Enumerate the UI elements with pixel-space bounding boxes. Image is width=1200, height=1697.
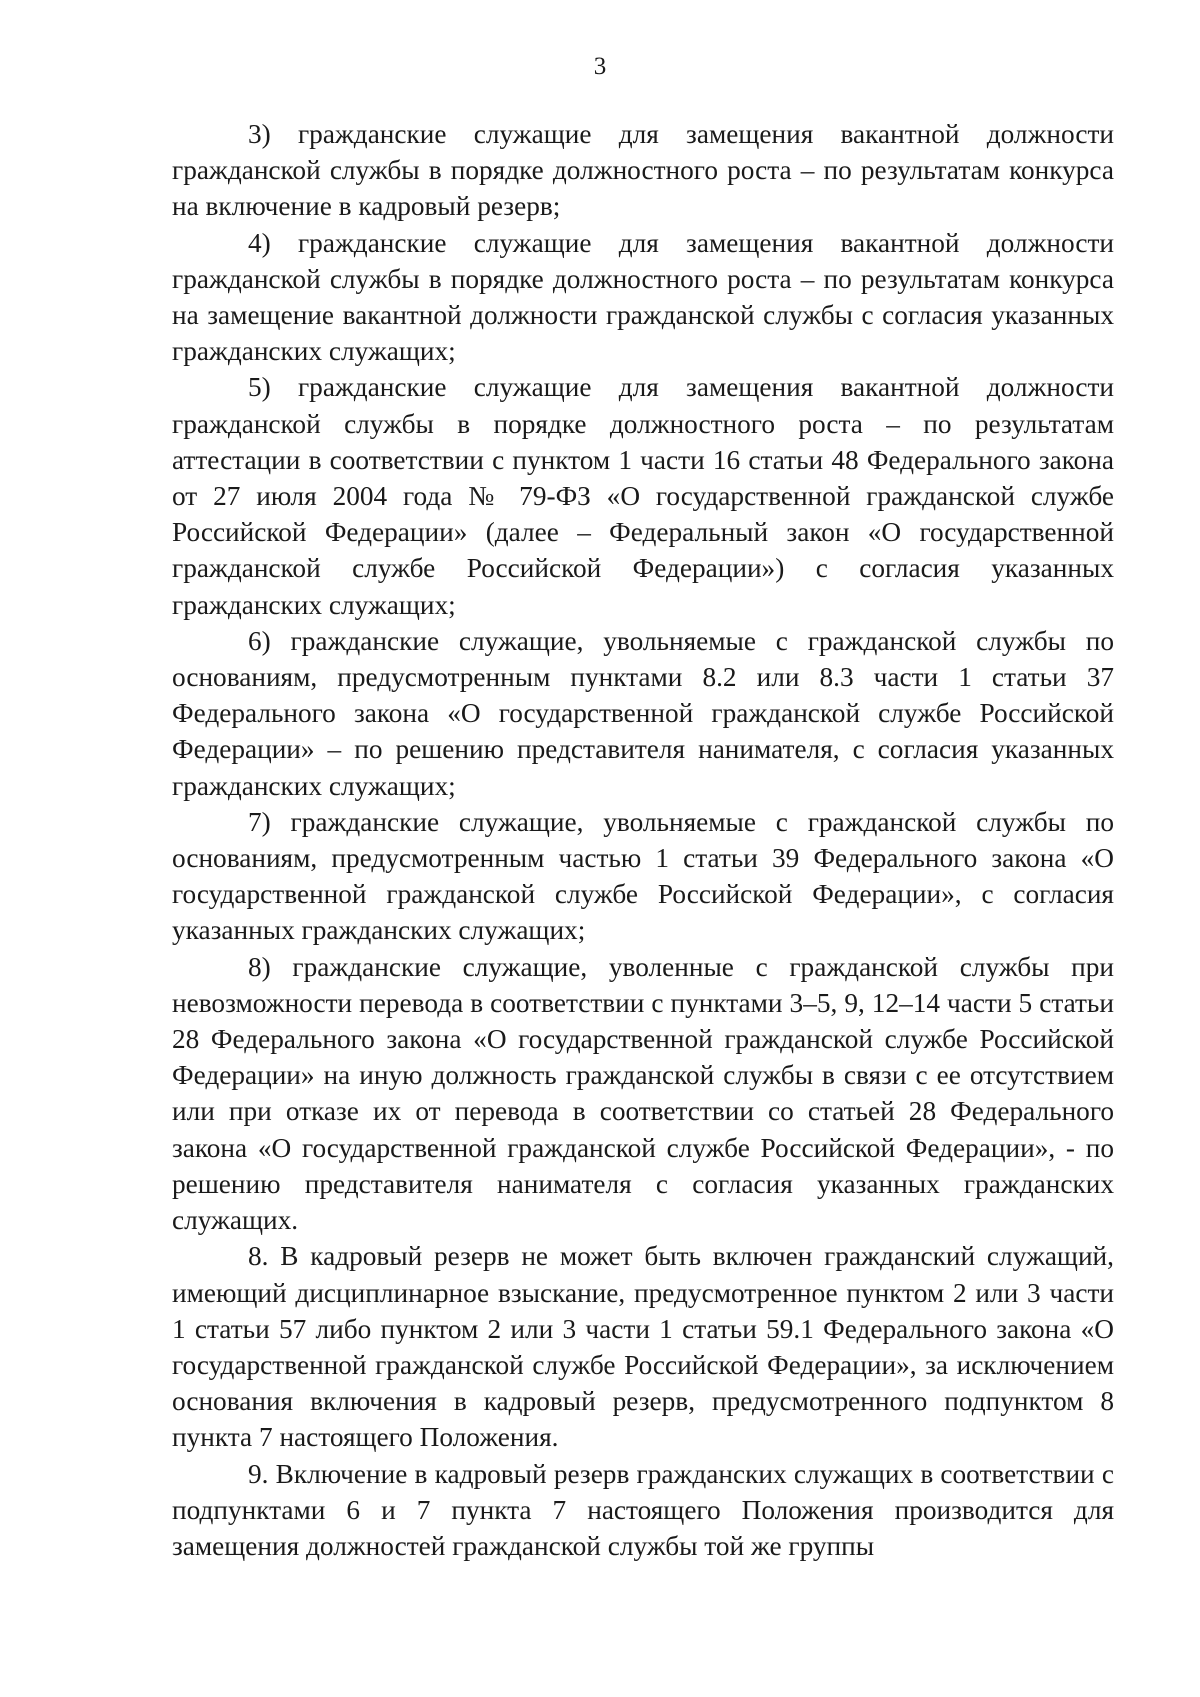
paragraph-item-7: 7) гражданские служащие, увольняемые с гражданской службы по основаниям, предусмотренным частью 1 статьи 39 Федерального закона «О государственной гражданской службе Российской Федерации», с согласия указанных гражданских служащих; [172, 806, 1114, 946]
document-body [172, 116, 1114, 1564]
paragraph-item-3: 3) гражданские служащие для замещения вакантной должности гражданской службы в порядке должностного роста – по результатам конкурса на включение в кадровый резерв; [172, 119, 1114, 222]
paragraph-item-4: 4) гражданские служащие для замещения вакантной должности гражданской службы в порядке должностного роста – по результатам конкурса на замещение вакантной должности гражданской службы с согласия указанных гражданских служащих; [172, 227, 1114, 367]
paragraph-item-5: 5) гражданские служащие для замещения вакантной должности гражданской службы в порядке должностного роста – по результатам аттестации в соответствии с пунктом 1 части 16 статьи 48 Федерального закона от 27 июля 2004 года № 79-ФЗ «О государственной гражданской службе Российской Федерации» (далее – Федеральный закон «О государственной гражданской службе Российской Федерации») с согласия указанных гражданских служащих; [172, 372, 1114, 620]
paragraph-item-6: 6) гражданские служащие, увольняемые с гражданской службы по основаниям, предусмотренным пунктами 8.2 или 8.3 части 1 статьи 37 Федерального закона «О государственной гражданской службе Российской Федерации» – по решению представителя нанимателя, с согласия указанных гражданских служащих; [172, 625, 1114, 801]
page-number: 3 [593, 53, 607, 80]
paragraph-item-8: 8) гражданские служащие, уволенные с гражданской службы при невозможности перевода в соответствии с пунктами 3–5, 9, 12–14 части 5 статьи 28 Федерального закона «О государственной гражданской службе Российской Федерации» на иную должность гражданской службы в связи с ее отсутствием или при отказе их от перевода в соответствии со статьей 28 Федерального закона «О государственной гражданской службе Российской Федерации», - по решению представителя нанимателя с согласия указанных гражданских служащих. [172, 951, 1114, 1236]
paragraph-clause-9: 9. Включение в кадровый резерв гражданских служащих в соответствии с подпунктами 6 и 7 пункта 7 настоящего Положения производится для замещения должностей гражданской службы той же группы [172, 1458, 1114, 1561]
paragraph-clause-8: 8. В кадровый резерв не может быть включен гражданский служащий, имеющий дисциплинарное взыскание, предусмотренное пунктом 2 или 3 части 1 статьи 57 либо пунктом 2 или 3 части 1 статьи 59.1 Федерального закона «О государственной гражданской службе Российской Федерации», за исключением основания включения в кадровый резерв, предусмотренного подпунктом 8 пункта 7 настоящего Положения. [172, 1241, 1114, 1453]
